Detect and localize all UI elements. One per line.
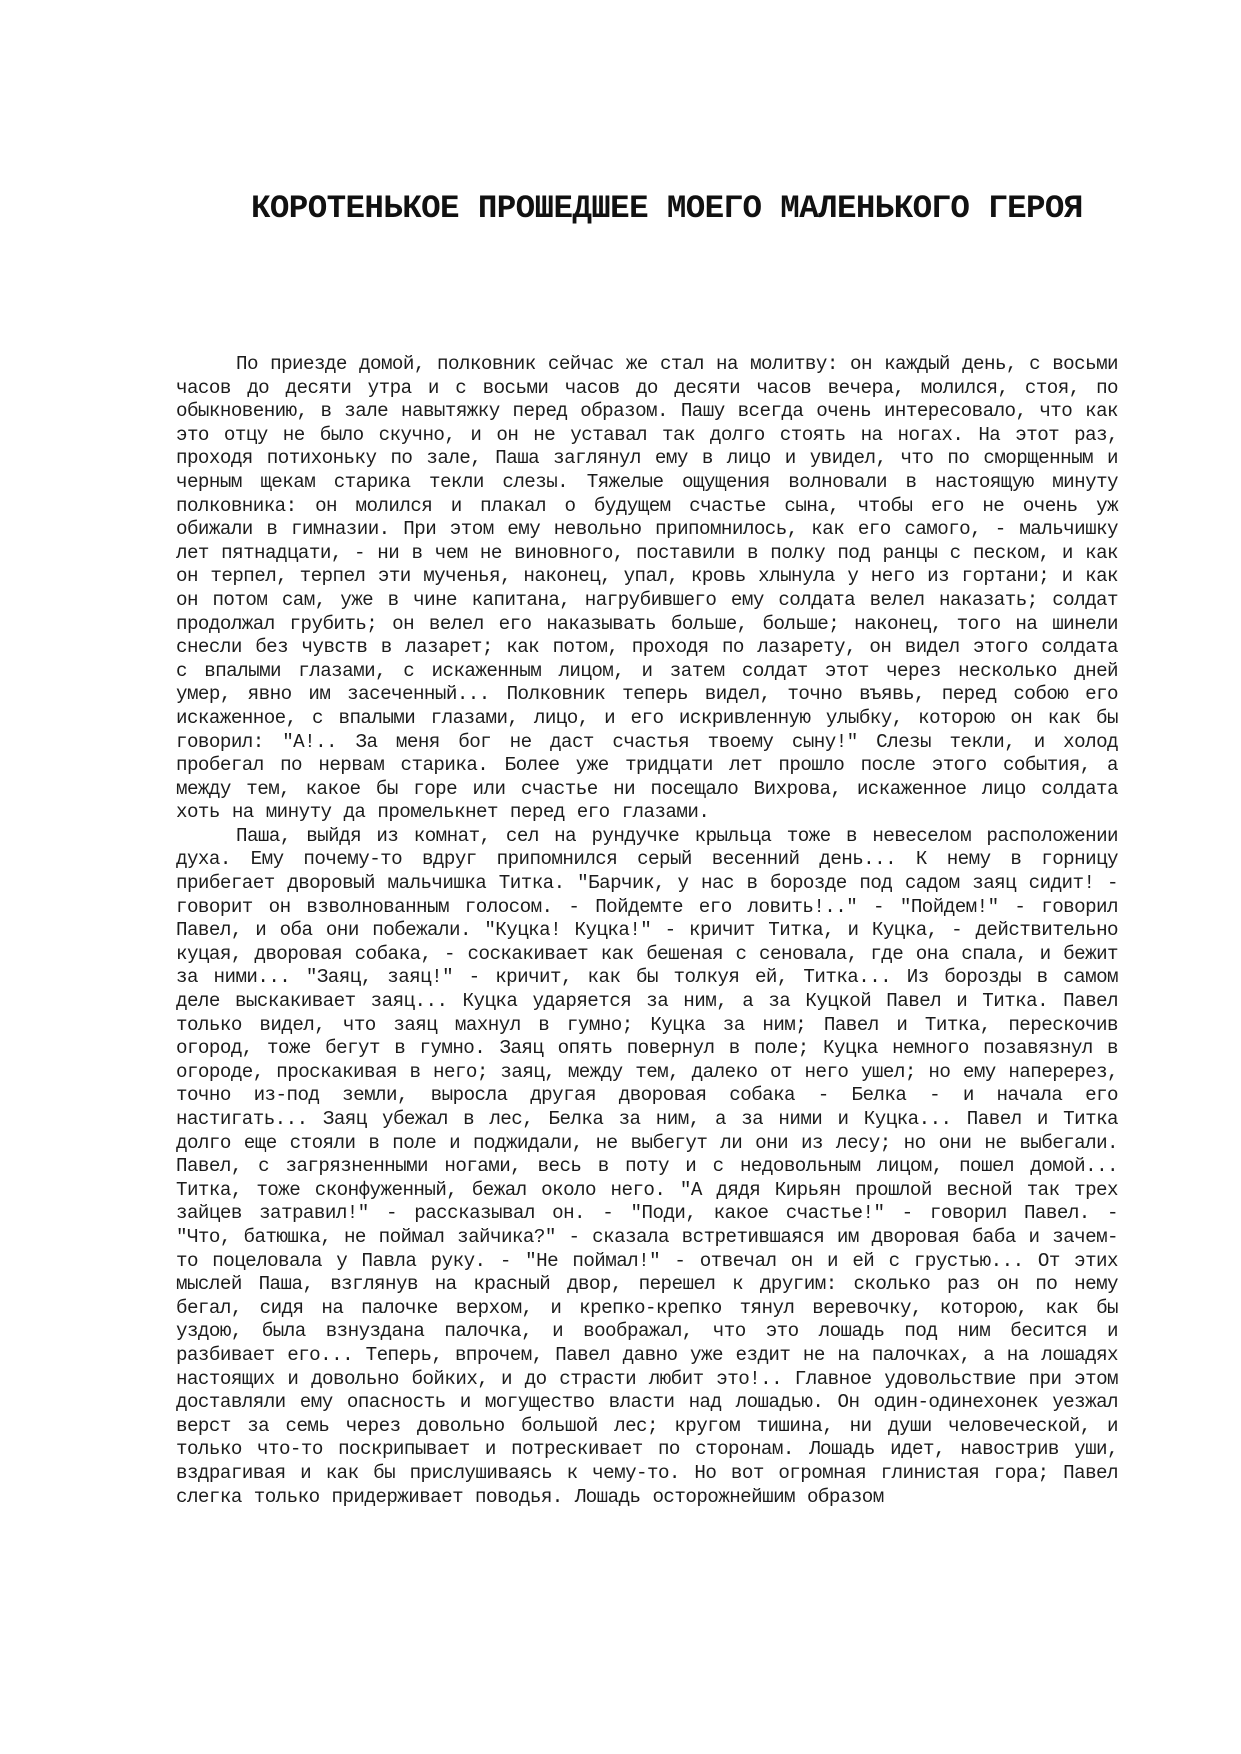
paragraph-colonel-prayer: По приезде домой, полковник сейчас же стал на молитву: он каждый день, с восьми часов до десяти утра и с восьми часов до десяти часов вечера, молился, стоя, по обыкновению, в зале навытяжку перед образом. Пашу всегда очень интересовало, что как это отцу не было скучно, и он не уставал так долго стоять на ногах. На этот раз, проходя потихоньку по зале, Паша заглянул ему в лицо и увидел, что по сморщенным и черным щекам старика текли слезы. Тяжелые ощущения волновали в настоящую минуту полковника: он молился и плакал о будущем счастье сына, чтобы его не очень уж обижали в гимназии. При этом ему невольно припомнилось, как его самого, - мальчишку лет пятнадцати, - ни в чем не виновного, поставили в полку под ранцы с песком, и как он терпел, терпел эти мученья, наконец, упал, кровь хлынула у него из гортани; и как он потом сам, уже в чине капитана, нагрубившего ему солдата велел наказать; солдат продолжал грубить; он велел его наказывать больше, больше; наконец, того на шинели снесли без чувств в лазарет; как потом, проходя по лазарету, он видел этого солдата с впалыми глазами, с искаженным лицом, и затем солдат этот через несколько дней умер, явно им засеченный... Полковник теперь видел, точно въявь, перед собою его искаженное, с впалыми глазами, лицо, и его искривленную улыбку, которою он как бы говорил: "А!.. За меня бог не даст счастья твоему сыну!" Слезы текли, и холод пробегал по нервам старика. Более уже тридцати лет прошло после этого события, а между тем, какое бы горе или счастье ни посещало Вихрова, искаженное лицо солдата хоть на минуту да промелькнет перед его глазами. — [176, 353, 1118, 824]
chapter-body — [176, 353, 1118, 1509]
chapter-title: КОРОТЕНЬКОЕ ПРОШЕДШЕЕ МОЕГО МАЛЕНЬКОГО ГЕРОЯ — [251, 190, 1083, 227]
paragraph-pasha-memories: Паша, выйдя из комнат, сел на рундучке крыльца тоже в невеселом расположении духа. Ему почему-то вдруг припомнился серый весенний день... К нему в горницу прибегает дворовый мальчишка Титка. "Барчик, у нас в борозде под садом заяц сидит! - говорит он взволнованным голосом. - Пойдемте его ловить!.." - "Пойдем!" - говорил Павел, и оба они побежали. "Куцка! Куцка!" - кричит Титка, и Куцка, - действительно куцая, дворовая собака, - соскакивает как бешеная с сеновала, где она спала, и бежит за ними... "Заяц, заяц!" - кричит, как бы толкуя ей, Титка... Из борозды в самом деле выскакивает заяц... Куцка ударяется за ним, а за Куцкой Павел и Титка. Павел только видел, что заяц махнул в гумно; Куцка за ним; Павел и Титка, перескочив огород, тоже бегут в гумно. Заяц опять повернул в поле; Куцка немного позавязнул в огороде, проскакивая в него; заяц, между тем, далеко от него ушел; но ему наперерез, точно из-под земли, выросла другая дворовая собака - Белка - и начала его настигать... Заяц убежал в лес, Белка за ним, а за ними и Куцка... Павел и Титка долго еще стояли в поле и поджидали, не выбегут ли они из лесу; но они не выбегали. Павел, с загрязненными ногами, весь в поту и с недовольным лицом, пошел домой... Титка, тоже сконфуженный, бежал около него. "А дядя Кирьян прошлой весной так трех зайцев затравил!" - рассказывал он. - "Поди, какое счастье!" - говорил Павел. - "Что, батюшка, не поймал зайчика?" - сказала встретившаяся им дворовая баба и зачем-то поцеловала у Павла руку. - "Не поймал!" - отвечал он и ей с грустью... От этих мыслей Паша, взглянув на красный двор, перешел к другим: сколько раз он по нему бегал, сидя на палочке верхом, и крепко-крепко тянул веревочку, которою, как бы уздою, была взнуздана палочка, и воображал, что это лошадь под ним бесится и разбивает его... Теперь, впрочем, Павел давно уже ездит не на палочках, а на лошадях настоящих и довольно бойких, и до страсти любит это!.. Главное удовольствие при этом доставляли ему опасность и могущество власти над лошадью. Он один-одинехонек уезжал верст за семь через довольно большой лес; кругом тишина, ни души человеческой, и только что-то поскрипывает и потрескивает по сторонам. Лошадь идет, навострив уши, вздрагивая и как бы прислушиваясь к чему-то. Но вот огромная глинистая гора; Павел слегка только придерживает поводья. Лошадь осторожнейшим образом — [176, 824, 1118, 1508]
